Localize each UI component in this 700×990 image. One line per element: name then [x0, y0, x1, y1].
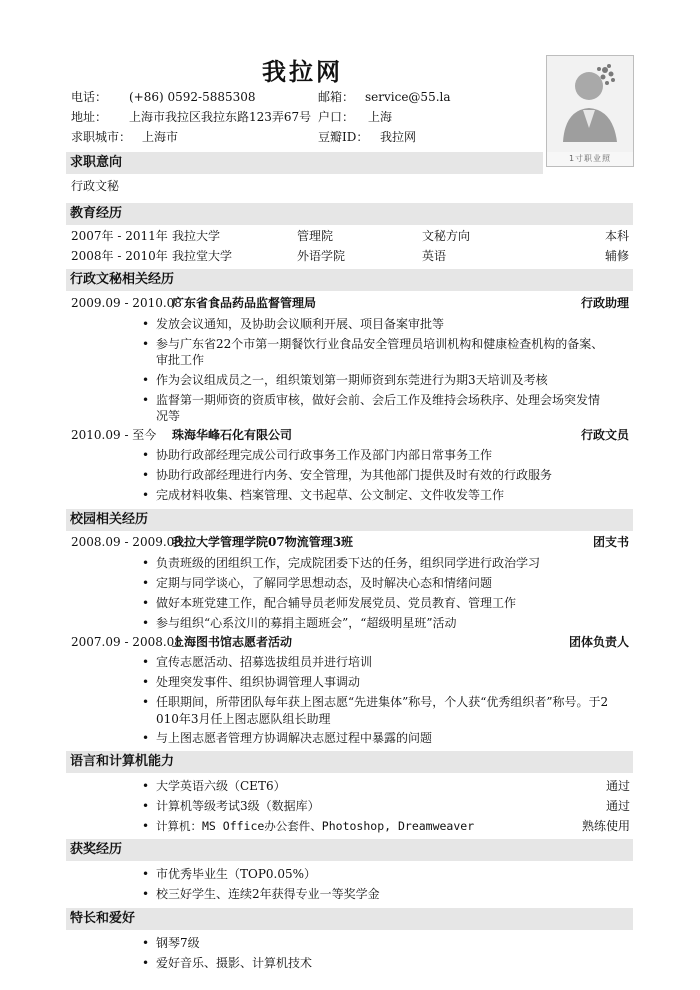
contact-row-3 — [71, 128, 531, 146]
photo-caption: 1寸职业照 — [568, 154, 612, 163]
campus-period: 2007.09 - 2008.08 — [71, 635, 182, 649]
edu-major: 英语 — [422, 249, 447, 263]
list-item: • 参与广东省22个市第一期餐饮行业食品安全管理员培训机构和健康检查机构的备案、 — [156, 334, 630, 354]
campus-period: 2008.09 - 2009.08 — [71, 535, 182, 549]
list-item: • 任职期间，所带团队每年获上图志愿“先进集体”称号，个人获“优秀组织者”称号。于2 — [156, 692, 630, 712]
list-item: • 参与组织“心系汶川的募捐主题班会”，“超级明星班”活动 — [156, 613, 630, 633]
skill-item — [156, 816, 630, 836]
hukou-value: 上海 — [368, 110, 393, 124]
edu-college: 外语学院 — [297, 249, 346, 263]
edu-major: 文秘方向 — [422, 229, 471, 243]
work-role: 行政助理 — [580, 296, 629, 310]
address-value: 上海市我拉区我拉东路123弄67号 — [129, 110, 312, 124]
email-label: 邮箱： — [318, 90, 355, 104]
hukou-label: 户口： — [318, 110, 355, 124]
list-item: • 作为会议组成员之一，组织策划第一期师资到东莞进行为期3天培训及考核 — [156, 370, 630, 390]
campus-entry-header — [71, 632, 629, 652]
section-header-work: 行政文秘相关经历 — [66, 269, 633, 291]
work-role: 行政文员 — [580, 428, 629, 442]
list-item: • 与上图志愿者管理方协调解决志愿过程中暴露的问题 — [156, 728, 630, 748]
edu-degree: 本科 — [604, 229, 629, 243]
city-value: 上海市 — [142, 130, 179, 144]
campus-entry-header — [71, 532, 629, 552]
skill-item — [156, 796, 630, 816]
work-entry-header — [71, 425, 629, 445]
section-header-awards: 获奖经历 — [66, 839, 633, 861]
city-label: 求职城市： — [71, 130, 132, 144]
campus-org: 我拉大学管理学院07物流管理3班 — [172, 535, 354, 549]
section-header-intent: 求职意向 — [66, 152, 543, 174]
list-item: • 协助行政部经理完成公司行政事务工作及部门内部日常事务工作 — [156, 445, 630, 465]
skill-name: 大学英语六级（CET6） — [156, 779, 286, 793]
resume-name: 我拉网 — [262, 58, 343, 86]
photo-placeholder — [546, 55, 634, 167]
email-value[interactable]: service@55.la — [365, 90, 451, 104]
phone-value: (+86) 0592-5885308 — [129, 90, 256, 104]
list-item-text: 010年3月任上图志愿队组长助理 — [156, 712, 331, 726]
list-item: • 爱好音乐、摄影、计算机技术 — [156, 953, 630, 973]
list-item: • 处理突发事件、组织协调管理人事调动 — [156, 672, 630, 692]
list-item: • 定期与同学谈心，了解同学思想动态，及时解决心态和情绪问题 — [156, 573, 630, 593]
education-row — [71, 226, 629, 246]
skill-level: 熟练使用 — [581, 819, 630, 833]
skill-name: 计算机：MS Office办公套件、Photoshop, Dreamweaver — [156, 819, 475, 833]
address-label: 地址： — [71, 110, 108, 124]
section-header-hobbies: 特长和爱好 — [66, 908, 633, 930]
list-item: • 宣传志愿活动、招募选拔组员并进行培训 — [156, 652, 630, 672]
campus-org: 上海图书馆志愿者活动 — [172, 635, 293, 649]
intent-row — [71, 176, 629, 196]
list-item-text: 审批工作 — [156, 353, 205, 367]
campus-role: 团支书 — [592, 535, 629, 549]
list-item: • 发放会议通知，及协助会议顺利开展、项目备案审批等 — [156, 314, 630, 334]
section-header-skills: 语言和计算机能力 — [66, 751, 633, 773]
phone-label: 电话： — [71, 90, 108, 104]
douban-value: 我拉网 — [380, 130, 417, 144]
edu-period: 2007年 - 2011年 — [71, 229, 168, 243]
list-item: • 监督第一期师资的资质审核，做好会前、会后工作及维持会场秩序、处理会场突发情 — [156, 390, 630, 410]
edu-school: 我拉大学 — [172, 229, 221, 243]
skill-item — [156, 776, 630, 796]
work-org: 广东省食品药品监督管理局 — [172, 296, 317, 310]
education-row — [71, 246, 629, 266]
avatar-silhouette-icon — [547, 56, 633, 152]
list-item: • 做好本班党建工作，配合辅导员老师发展党员、党员教育、管理工作 — [156, 593, 630, 613]
intent-value: 行政文秘 — [71, 179, 120, 193]
list-item-text: 况等 — [156, 409, 181, 423]
list-item: • 校三好学生、连续2年获得专业一等奖学金 — [156, 884, 630, 904]
work-period: 2010.09 - 至今 — [71, 428, 157, 442]
list-item: • 负责班级的团组织工作，完成院团委下达的任务，组织同学进行政治学习 — [156, 553, 630, 573]
edu-college: 管理院 — [297, 229, 334, 243]
skill-level: 通过 — [605, 779, 630, 793]
edu-degree: 辅修 — [604, 249, 629, 263]
work-period: 2009.09 - 2010.08 — [71, 296, 182, 310]
section-header-education: 教育经历 — [66, 203, 633, 225]
work-entry-header — [71, 293, 629, 313]
edu-period: 2008年 - 2010年 — [71, 249, 168, 263]
list-item: • 钢琴7级 — [156, 933, 630, 953]
campus-role: 团体负责人 — [568, 635, 629, 649]
contact-row-2 — [71, 108, 531, 126]
edu-school: 我拉堂大学 — [172, 249, 233, 263]
douban-label: 豆瓣ID： — [318, 130, 369, 144]
section-header-campus: 校园相关经历 — [66, 509, 633, 531]
work-org: 珠海华峰石化有限公司 — [172, 428, 293, 442]
skill-level: 通过 — [605, 799, 630, 813]
contact-row-1 — [71, 88, 531, 106]
skill-name: 计算机等级考试3级（数据库） — [156, 799, 320, 813]
list-item: • 市优秀毕业生（TOP0.05%） — [156, 864, 630, 884]
list-item: • 完成材料收集、档案管理、文书起草、公文制定、文件收发等工作 — [156, 485, 630, 505]
list-item: • 协助行政部经理进行内务、安全管理，为其他部门提供及时有效的行政服务 — [156, 465, 630, 485]
